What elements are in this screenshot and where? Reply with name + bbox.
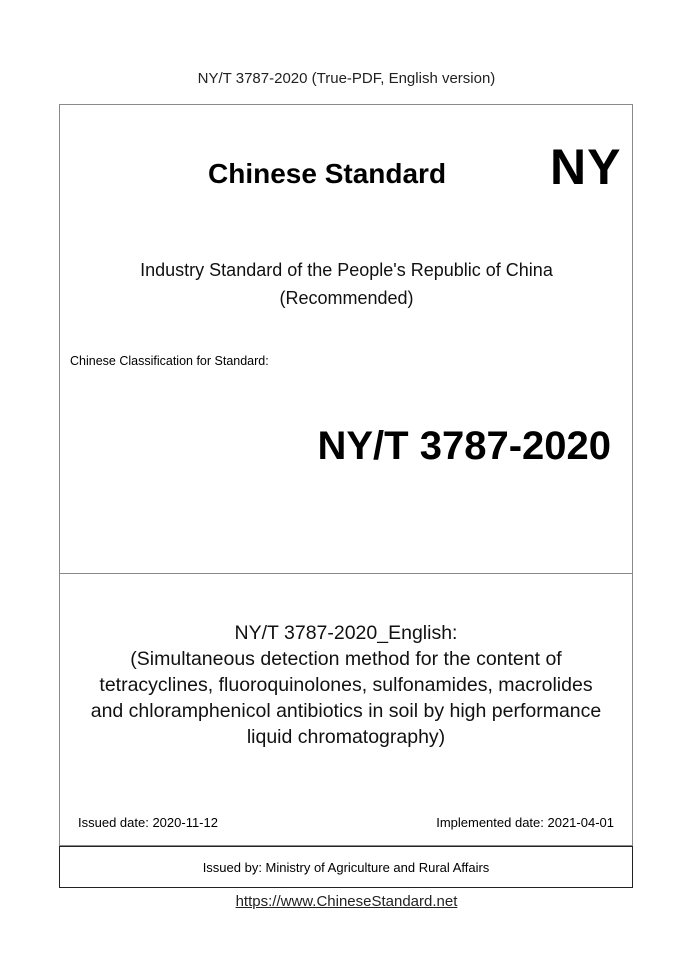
brand-code: NY <box>550 139 622 195</box>
industry-standard-heading <box>0 256 693 312</box>
industry-line-2: (Recommended) <box>279 288 414 308</box>
standard-number: NY/T 3787-2020 <box>317 424 611 468</box>
brand-title: Chinese Standard <box>208 158 447 189</box>
industry-line-1: Industry Standard of the People's Republic of China <box>140 260 553 280</box>
description-line-5: liquid chromatography) <box>246 726 446 748</box>
issuer-box <box>59 846 633 888</box>
description-line-2: (Simultaneous detection method for the content of <box>130 648 562 670</box>
issued-date: Issued date: 2020-11-12 <box>78 815 218 830</box>
document-header: NY/T 3787-2020 (True-PDF, English version) <box>197 70 496 87</box>
description-line-4: and chloramphenicol antibiotics in soil by high performance <box>90 700 602 722</box>
classification-label: Chinese Classification for Standard: <box>70 354 269 368</box>
description-line-3: tetracyclines, fluoroquinolones, sulfonamides, macrolides <box>99 674 593 696</box>
standard-description <box>59 620 633 750</box>
issuer-text: Issued by: Ministry of Agriculture and Rural Affairs <box>202 859 490 875</box>
description-line-1: NY/T 3787-2020_English: <box>234 622 458 644</box>
implemented-date: Implemented date: 2021-04-01 <box>436 815 614 830</box>
website-link[interactable]: https://www.ChineseStandard.net <box>235 893 458 910</box>
